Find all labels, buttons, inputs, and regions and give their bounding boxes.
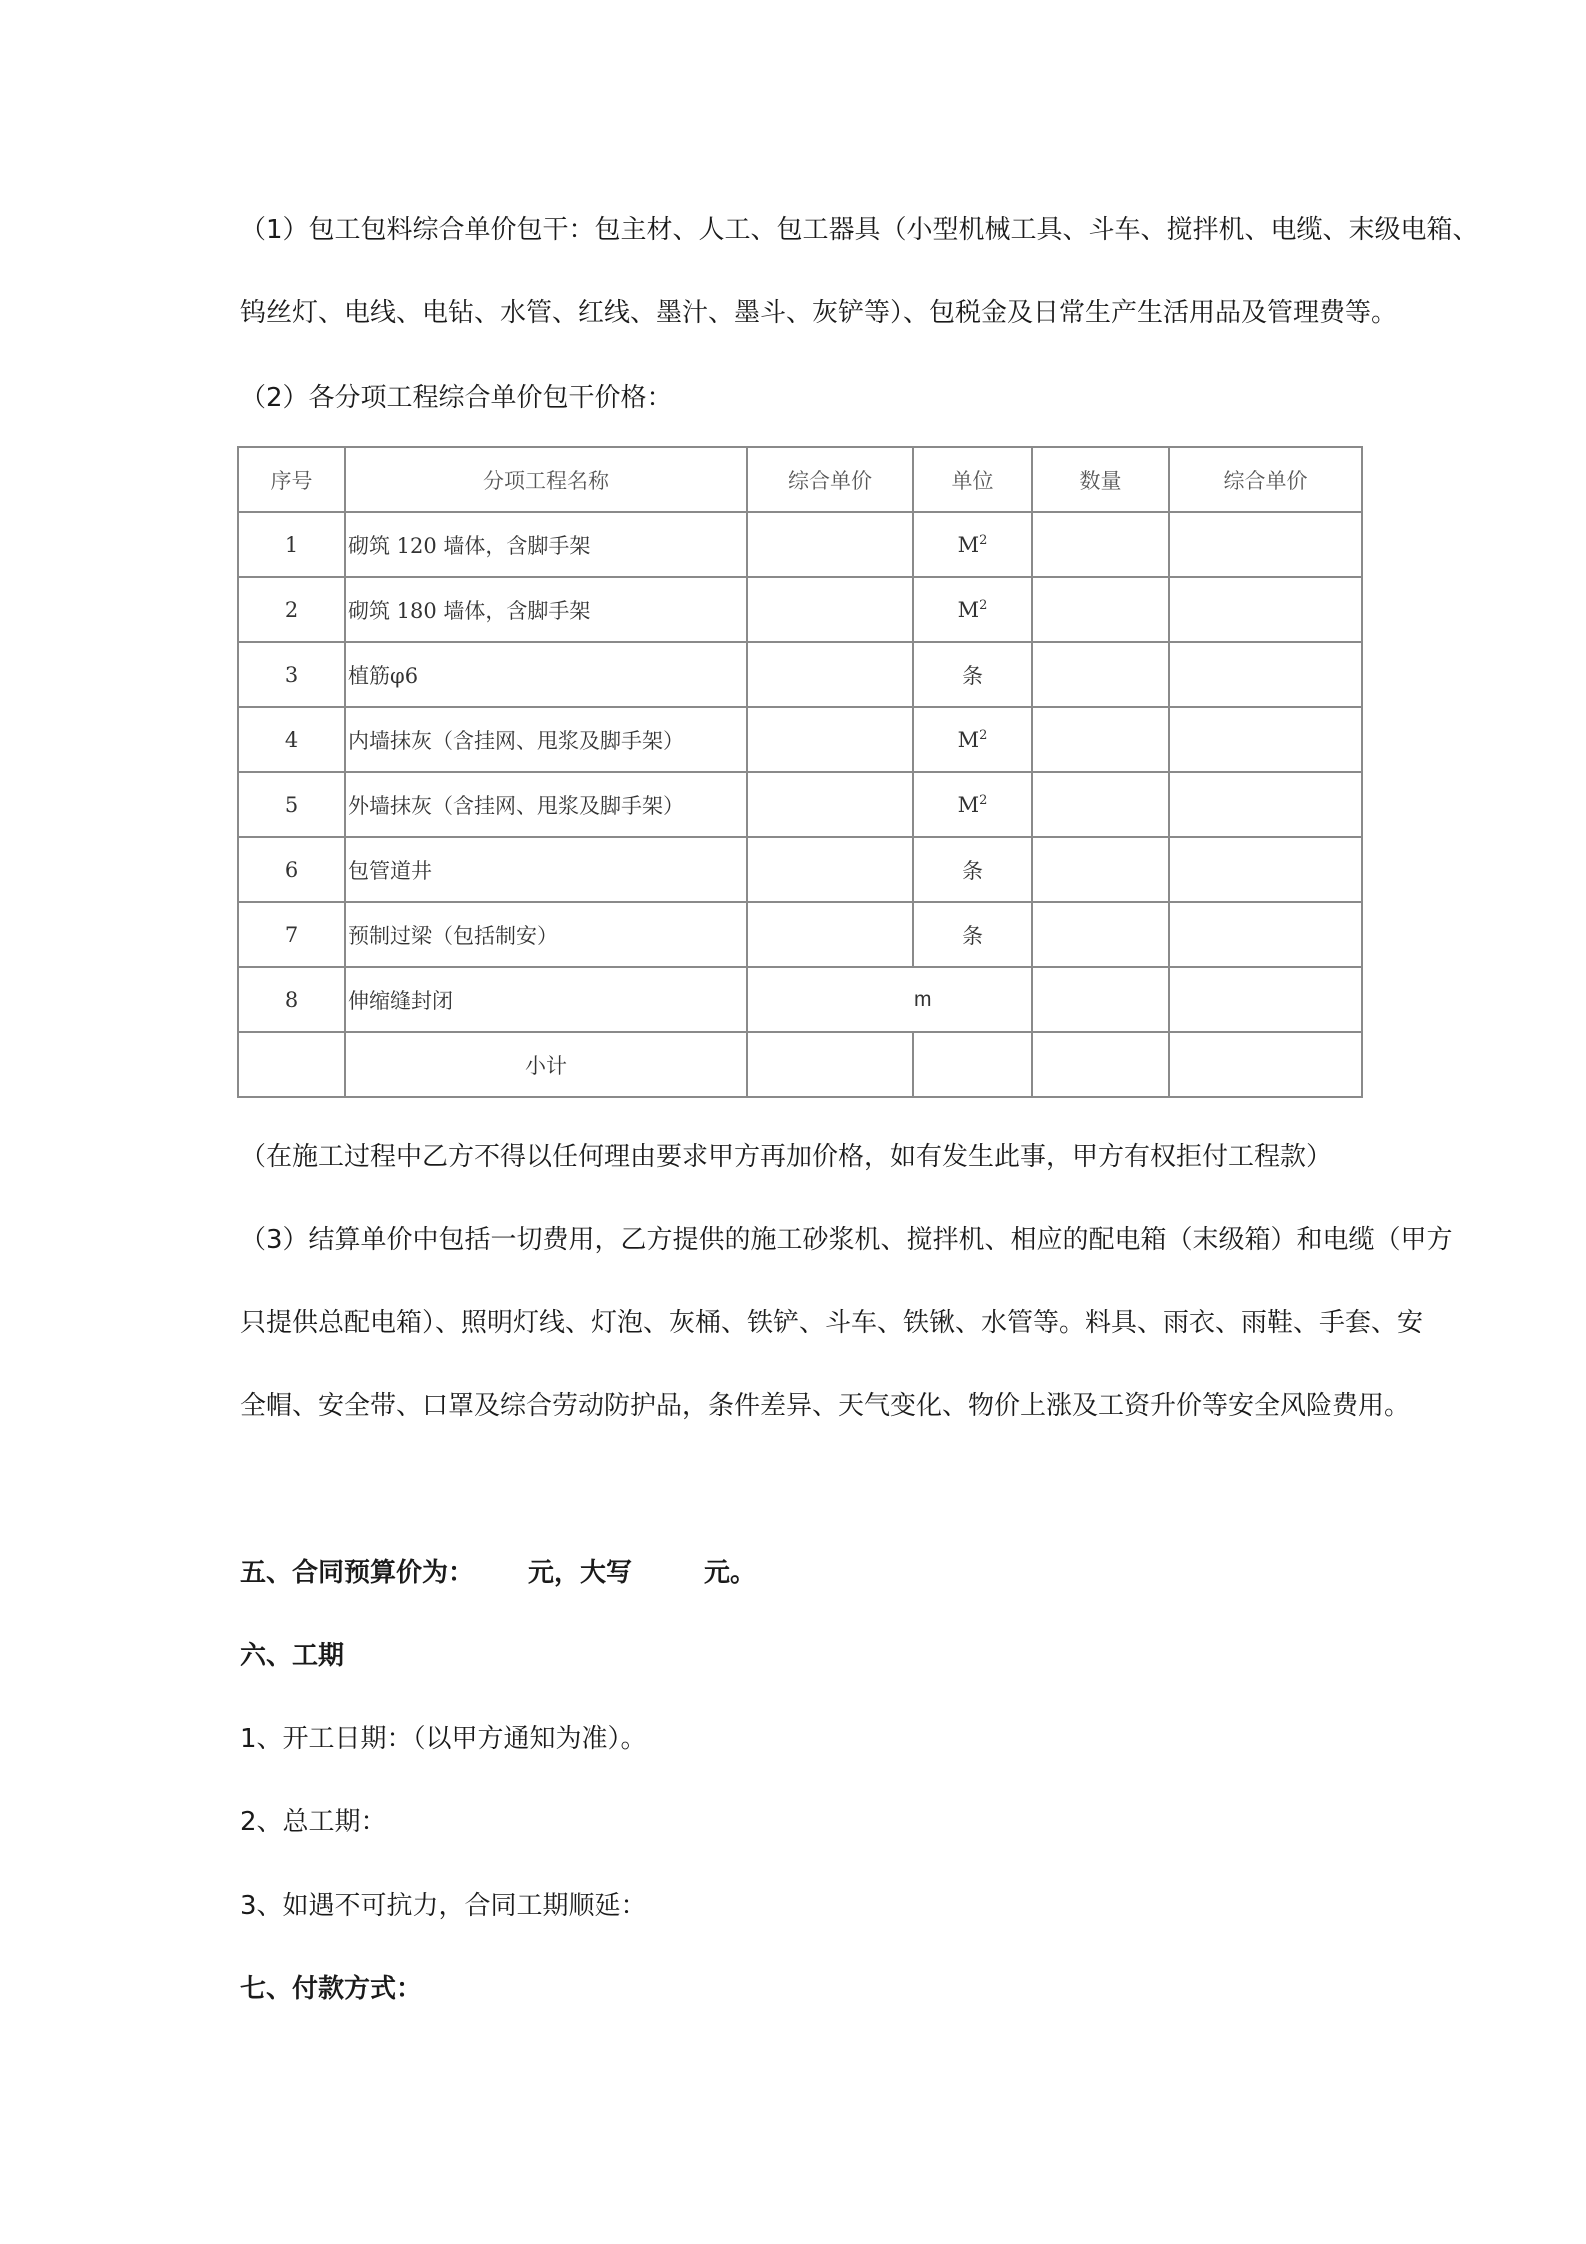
row-no: 6: [238, 837, 345, 902]
row-quantity: [1032, 837, 1169, 902]
row-name: 伸缩缝封闭: [345, 967, 747, 1032]
row-total-price: [1169, 577, 1362, 642]
row-unit-merged: [747, 967, 1032, 1032]
table-row: [238, 512, 1362, 577]
row-quantity: [1032, 512, 1169, 577]
row-no: 8: [238, 967, 345, 1032]
subtotal-label: 小计: [345, 1032, 747, 1097]
row-total-price: [1169, 967, 1362, 1032]
row-unit-price: [747, 642, 913, 707]
item3-line3: 全帽、安全带、口罩及综合劳动防护品，条件差异、天气变化、物价上涨及工资升价等安全风险费用。: [240, 1391, 1411, 1421]
section-5-label: [240, 1558, 1360, 1588]
row-unit-price: [747, 707, 913, 772]
row-unit: 条: [913, 902, 1032, 967]
row-quantity: [1032, 577, 1169, 642]
item1-line1: （1）包工包料综合单价包干：包主材、人工、包工器具（小型机械工具、斗车、搅拌机、电缆、末级电箱、: [240, 215, 1479, 245]
item3-line2: 只提供总配电箱）、照明灯线、灯泡、灰桶、铁铲、斗车、铁锹、水管等。料具、雨衣、雨鞋、手套、安: [240, 1308, 1424, 1338]
row-total-price: [1169, 707, 1362, 772]
table-row: [238, 967, 1362, 1032]
row-quantity: [1032, 902, 1169, 967]
table-row: [238, 642, 1362, 707]
subtotal-row: [238, 1032, 1362, 1097]
row-name: 外墙抹灰（含挂网、甩浆及脚手架）: [345, 772, 747, 837]
row-name: 植筋φ6: [345, 642, 747, 707]
row-no: 1: [238, 512, 345, 577]
row-quantity: [1032, 707, 1169, 772]
row-name: 预制过梁（包括制安）: [345, 902, 747, 967]
subtotal-quantity: [1032, 1032, 1169, 1097]
table-row: [238, 837, 1362, 902]
row-unit: $M^2$: [913, 577, 1032, 642]
row-quantity: [1032, 967, 1169, 1032]
section-6-item1: 1、开工日期：（以甲方通知为准）。: [240, 1724, 647, 1754]
header-total-price: 综合单价: [1169, 447, 1362, 512]
header-unit: 单位: [913, 447, 1032, 512]
section-7-heading: 七、付款方式：: [240, 1974, 423, 2004]
header-no: 序号: [238, 447, 345, 512]
row-no: 4: [238, 707, 345, 772]
row-no: 5: [238, 772, 345, 837]
row-no: 3: [238, 642, 345, 707]
table-row: [238, 772, 1362, 837]
table-row: [238, 577, 1362, 642]
item1-line2: 钨丝灯、电线、电钻、水管、红线、墨汁、墨斗、灰铲等）、包税金及日常生产生活用品及管理费等。: [240, 298, 1398, 328]
row-unit: 条: [913, 642, 1032, 707]
row-no: 7: [238, 902, 345, 967]
row-unit-price: [747, 837, 913, 902]
row-total-price: [1169, 512, 1362, 577]
row-unit: m: [914, 988, 932, 1011]
row-unit-price: [747, 577, 913, 642]
row-quantity: [1032, 772, 1169, 837]
row-name: 内墙抹灰（含挂网、甩浆及脚手架）: [345, 707, 747, 772]
row-total-price: [1169, 642, 1362, 707]
row-unit: $M^2$: [913, 772, 1032, 837]
row-unit-price: [747, 772, 913, 837]
section-6-heading: 六、工期: [240, 1641, 345, 1671]
subtotal-total-price: [1169, 1032, 1362, 1097]
row-unit-price: [747, 512, 913, 577]
row-name: 砌筑 180 墙体，含脚手架: [345, 577, 747, 642]
row-name: 砌筑 120 墙体，含脚手架: [345, 512, 747, 577]
subtotal-unit: [913, 1032, 1032, 1097]
pricing-table: [237, 446, 1363, 1098]
header-unit-price: 综合单价: [747, 447, 913, 512]
row-no: 2: [238, 577, 345, 642]
budget-unit-words: 元。: [704, 1558, 757, 1588]
header-quantity: 数量: [1032, 447, 1169, 512]
subtotal-no: [238, 1032, 345, 1097]
row-name: 包管道井: [345, 837, 747, 902]
section-6-item2: 2、总工期：: [240, 1807, 387, 1837]
section-6-item3: 3、如遇不可抗力，合同工期顺延：: [240, 1891, 647, 1921]
item2-text: （2）各分项工程综合单价包干价格：: [240, 383, 673, 413]
table-row: [238, 902, 1362, 967]
row-total-price: [1169, 837, 1362, 902]
header-name: 分项工程名称: [345, 447, 747, 512]
row-quantity: [1032, 642, 1169, 707]
row-unit-price: [747, 902, 913, 967]
item3-line1: （3）结算单价中包括一切费用，乙方提供的施工砂浆机、搅拌机、相应的配电箱（末级箱）和电缆（甲方: [240, 1225, 1453, 1255]
table-row: [238, 707, 1362, 772]
row-unit: $M^2$: [913, 707, 1032, 772]
row-unit: $M^2$: [913, 512, 1032, 577]
budget-unit-text: 元，大写: [528, 1558, 633, 1588]
row-total-price: [1169, 772, 1362, 837]
subtotal-unit-price: [747, 1032, 913, 1097]
budget-price-label: 五、合同预算价为：: [240, 1558, 475, 1588]
table-note: （在施工过程中乙方不得以任何理由要求甲方再加价格，如有发生此事，甲方有权拒付工程款）: [240, 1142, 1333, 1172]
row-unit: 条: [913, 837, 1032, 902]
table-header-row: [238, 447, 1362, 512]
row-total-price: [1169, 902, 1362, 967]
